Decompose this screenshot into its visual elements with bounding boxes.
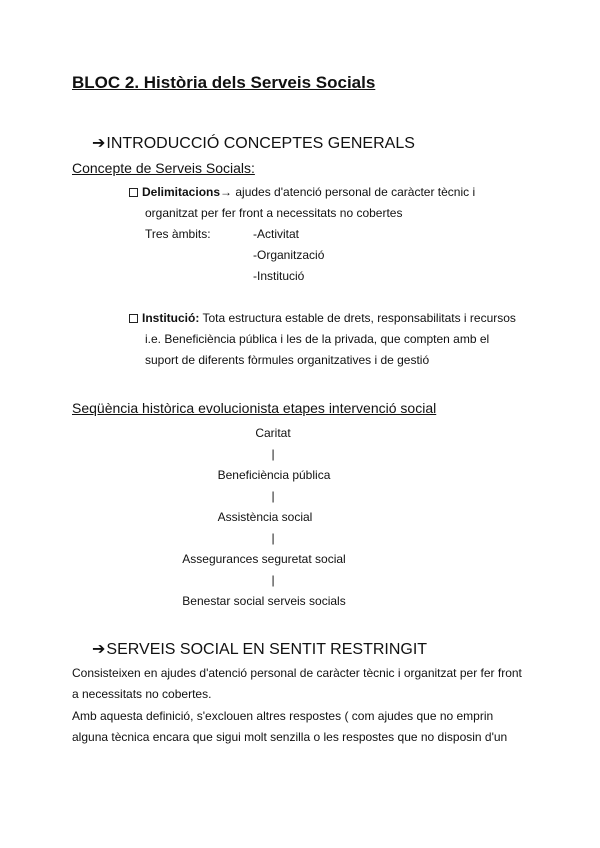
checkbox-icon xyxy=(129,188,138,197)
item-text-line: i.e. Beneficiència pública i les de la privada, que compten amb el xyxy=(145,332,490,346)
paragraph-line: alguna tècnica encara que sigui molt senzilla o les respostes que no disposin d'un xyxy=(72,730,508,744)
paragraph-line: Amb aquesta definició, s'exclouen altres respostes ( com ajudes que no emprin xyxy=(72,709,494,723)
sequence-step: Benestar social serveis socials xyxy=(182,594,346,608)
page-title: BLOC 2. Història dels Serveis Socials xyxy=(72,73,376,92)
section-heading-intro xyxy=(92,133,415,153)
term-delimitacions: Delimitacions xyxy=(142,185,221,199)
sequence-step: Assistència social xyxy=(217,510,313,524)
item-text: ajudes d'atenció personal de caràcter tècnic i xyxy=(232,185,476,199)
arrow-right-icon: ➔ xyxy=(92,135,106,152)
subheading-concepte: Concepte de Serveis Socials: xyxy=(72,160,255,176)
section-heading-text: INTRODUCCIÓ CONCEPTES GENERALS xyxy=(106,135,415,152)
sequence-step: Caritat xyxy=(255,426,291,440)
sequence-step: Beneficiència pública xyxy=(217,468,331,482)
paragraph-line: a necessitats no cobertes. xyxy=(72,687,212,701)
list-item-delimitacions xyxy=(129,185,475,199)
ambit-item: -Activitat xyxy=(253,227,300,241)
section-heading-text: SERVEIS SOCIAL EN SENTIT RESTRINGIT xyxy=(106,641,428,658)
item-text: Tota estructura estable de drets, responsabilitats i recursos xyxy=(199,311,516,325)
arrow-icon: → xyxy=(220,185,233,199)
sequence-step: Assegurances seguretat social xyxy=(182,552,346,566)
arrow-right-icon: ➔ xyxy=(92,641,106,658)
sequence-connector: | xyxy=(271,447,275,461)
paragraph-line: Consisteixen en ajudes d'atenció personal de caràcter tècnic i organitzat per fer front xyxy=(72,666,522,680)
ambits-label: Tres àmbits: xyxy=(145,227,211,241)
term-institucio: Institució: xyxy=(142,311,200,325)
section-heading-restringit xyxy=(92,639,427,659)
subheading-sequencia: Seqüència històrica evolucionista etapes intervenció social xyxy=(72,400,437,416)
sequence-connector: | xyxy=(271,573,275,587)
item-text-line: suport de diferents fòrmules organitzatives i de gestió xyxy=(145,353,430,367)
sequence-connector: | xyxy=(271,489,275,503)
ambit-item: -Institució xyxy=(253,269,305,283)
checkbox-icon xyxy=(129,314,138,323)
sequence-connector: | xyxy=(271,531,275,545)
list-item-institucio xyxy=(129,311,516,325)
item-text-line: organitzat per fer front a necessitats no cobertes xyxy=(145,206,403,220)
ambit-item: -Organització xyxy=(253,248,325,262)
